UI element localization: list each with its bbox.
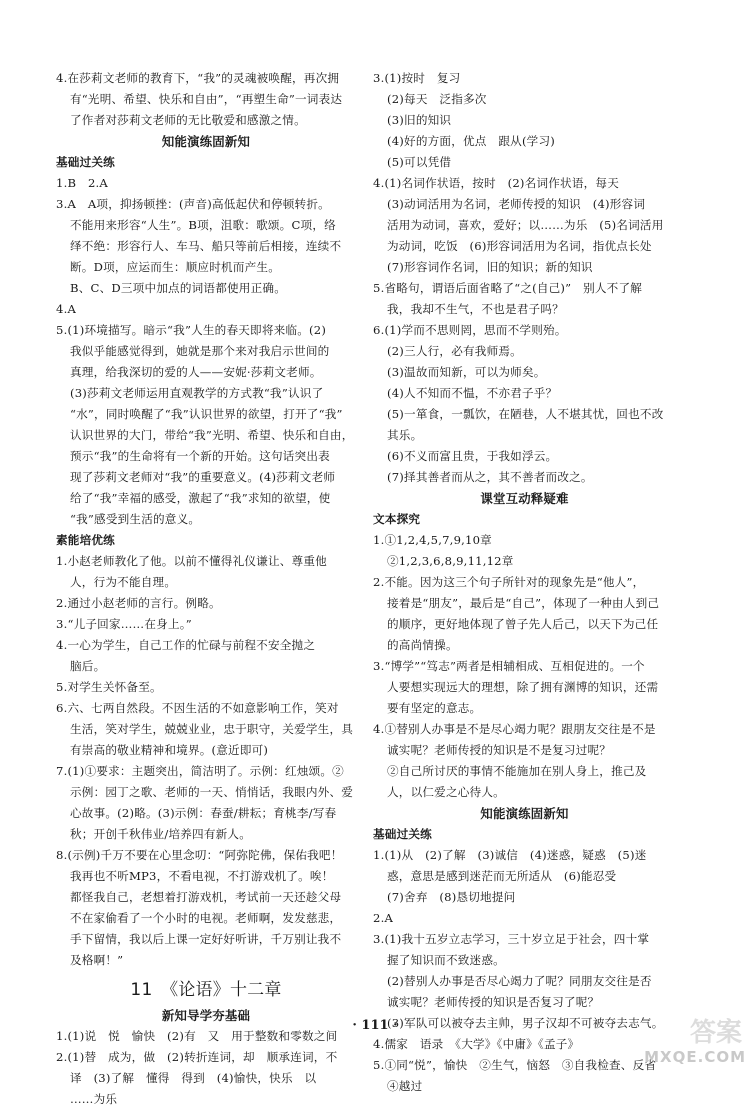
- answer-line: 1.小赵老师教化了他。以前不懂得礼仪谦让、尊重他: [56, 554, 327, 568]
- answer-line: 人，以仁爱之心待人。: [387, 785, 505, 799]
- answer-line: 的顺序，更好地体现了曾子先人后己，以天下为己任: [387, 617, 659, 631]
- answer-line: 认识世界的大门，带给“我”光明、希望、快乐和自由，: [70, 428, 354, 442]
- basic-practice-label-2: 基础过关练: [373, 827, 432, 841]
- answer-line: 脑后。: [70, 659, 106, 673]
- answer-line: 的高尚情操。: [387, 638, 458, 652]
- section-title-classroom: 课堂互动释疑难: [480, 491, 569, 506]
- answer-line: 有崇高的敬业精神和境界。(意近即可): [70, 743, 269, 757]
- answer-line: ②1,2,3,6,8,9,11,12章: [387, 554, 514, 568]
- answer-line: (3)动词活用为名词，老师传授的知识 (4)形容词: [387, 197, 646, 211]
- answer-line: 有“光明、希望、快乐和自由”，“再塑生命”一词表达: [70, 92, 343, 106]
- answer-line: 2.(1)替 成为，做 (2)转折连词，却 顺承连词，不: [56, 1050, 338, 1064]
- answer-line: 4.(1)名词作状语，按时 (2)名词作状语，每天: [373, 176, 620, 190]
- answer-line: 活用为动词，喜欢，爱好；以……为乐 (5)名词活用: [387, 218, 664, 232]
- answer-line: 6.六、七两自然段。不因生活的不如意影响工作，笑对: [56, 701, 339, 715]
- answer-line: 4.①替别人办事是不是尽心竭力呢？跟朋友交往是不是: [373, 722, 656, 736]
- chapter-title: 11 《论语》十二章: [130, 980, 282, 1000]
- watermark-logo-text: 答案: [689, 1018, 742, 1048]
- answer-line: 1.(1)说 悦 愉快 (2)有 又 用于整数和零数之间: [56, 1029, 338, 1043]
- answer-line: 4.A: [56, 302, 77, 316]
- answer-line: 我似乎能感觉得到，她就是那个来对我启示世间的: [70, 344, 330, 358]
- answer-line: 人要想实现远大的理想，除了拥有渊博的知识，还需: [387, 680, 659, 694]
- answer-line: 3.“儿子回家……在身上。”: [56, 617, 192, 631]
- section-title-practice: 知能演练固新知: [161, 134, 251, 149]
- answer-line: 译 (3)了解 懂得 得到 (4)愉快，快乐 以: [70, 1071, 317, 1085]
- answer-line: 心故事。(2)略。(3)示例：春蚕/耕耘；育桃李/写春: [70, 806, 337, 820]
- answer-line: 诚实呢？老师传授的知识是不是复习过呢？: [387, 743, 612, 757]
- answer-line: (5)可以凭借: [387, 155, 452, 169]
- answer-line: 诚实呢？老师传授的知识是否复习了呢？: [387, 995, 600, 1009]
- answer-line: 了作者对莎莉文老师的无比敬爱和感激之情。: [70, 113, 306, 127]
- answer-line: 7.(1)①要求：主题突出，简洁明了。示例：红烛颂。②: [56, 764, 344, 778]
- answer-line: 绎不绝：形容行人、车马、船只等前后相接，连续不: [70, 239, 342, 253]
- answer-line: (4)好的方面，优点 跟从(学习): [387, 134, 555, 148]
- section-title-new-knowledge: 新知导学夯基础: [161, 1008, 251, 1023]
- answer-line: 真理，给我深切的爱的人——安妮·莎莉文老师。: [70, 365, 322, 379]
- answer-line: ④越过: [387, 1079, 423, 1093]
- answer-line: 3.A A项，抑扬顿挫：(声音)高低起伏和停顿转折。: [56, 197, 330, 211]
- answer-line: (3)莎莉文老师运用直观教学的方式教“我”认识了: [70, 386, 324, 400]
- answer-line: (3)旧的知识: [387, 113, 452, 127]
- answer-line: 现了莎莉文老师对“我”的重要意义。(4)莎莉文老师: [70, 470, 336, 484]
- watermark-site-text: MXQE.COM: [644, 1048, 746, 1066]
- answer-line: ……为乐: [70, 1092, 118, 1106]
- answer-line: 1.B 2.A: [56, 176, 109, 190]
- answer-line: 5.①同“悦”，愉快 ②生气，恼怒 ③自我检查、反省: [373, 1058, 657, 1072]
- answer-line: 生活，笑对学生，兢兢业业，忠于职守，关爱学生，具: [70, 722, 354, 736]
- answer-line: 给了“我”幸福的感受，激起了“我”求知的欲望，使: [70, 491, 331, 505]
- answer-line: 其乐。: [387, 428, 423, 442]
- new-knowledge-answers: [56, 1026, 356, 1110]
- answer-line: 4.一心为学生，自己工作的忙碌与前程不安全抛之: [56, 638, 316, 652]
- new-knowledge-answers-continued: [373, 68, 676, 488]
- answer-line: 握了知识而不致迷惑。: [387, 953, 505, 967]
- answer-line: 5.对学生关怀备至。: [56, 680, 162, 694]
- answer-line: (6)不义而富且贵，于我如浮云。: [387, 449, 558, 463]
- answer-line: 都怪我自己，老想着打游戏机，考试前一天还趁父母: [70, 890, 342, 904]
- answer-line: 5.(1)环境描写。暗示“我”人生的春天即将来临。(2): [56, 323, 327, 337]
- answer-line: B、C、D三项中加点的词语都使用正确。: [70, 281, 286, 295]
- answer-line: 为动词，吃饭 (6)形容词活用为名词，指优点长处: [387, 239, 652, 253]
- answer-line: “我”感受到生活的意义。: [70, 512, 201, 526]
- answer-line: 手下留情，我以后上课一定好好听讲，千万别让我不: [70, 932, 342, 946]
- answer-line: (5)一箪食，一瓢饮，在陋巷，人不堪其忧，回也不改: [387, 407, 664, 421]
- answer-line: (3)温故而知新，可以为师矣。: [387, 365, 546, 379]
- left-column: [56, 68, 356, 1110]
- answer-line: 1.(1)从 (2)了解 (3)诚信 (4)迷惑，疑惑 (5)迷: [373, 848, 647, 862]
- answer-line: 惑，意思是感到迷茫而无所适从 (6)能忍受: [387, 869, 617, 883]
- answer-line: 我，我却不生气，不也是君子吗？: [387, 302, 564, 316]
- answer-line: 2.不能。因为这三个句子所针对的现象先是“他人”，: [373, 575, 645, 589]
- basic-practice-label: 基础过关练: [56, 155, 115, 169]
- quality-practice-label: 素能培优练: [56, 533, 115, 547]
- answer-line: 示例：园丁之歌、老师的一天、悄悄话，我眼内外、爱: [70, 785, 354, 799]
- answer-line: (4)人不知而不愠，不亦君子乎？: [387, 386, 558, 400]
- answer-line: 预示“我”的生命将有一个新的开始。这句话突出表: [70, 449, 330, 463]
- right-column: [373, 68, 676, 1097]
- watermark-logo: [600, 1010, 750, 1070]
- answer-line: (2)三人行，必有我师焉。: [387, 344, 522, 358]
- answer-line: 3.(1)按时 复习: [373, 71, 461, 85]
- answer-line: 断。D项，应运而生：顺应时机而产生。: [70, 260, 280, 274]
- answer-line: 3.“博学”“笃志”两者是相辅相成、互相促进的。一个: [373, 659, 645, 673]
- intro-answer: [56, 68, 356, 131]
- answer-line: 2.A: [373, 911, 394, 925]
- answer-line: “水”，同时唤醒了“我”认识世界的欲望，打开了“我”: [70, 407, 343, 421]
- answer-line: 4.在莎莉文老师的教育下，“我”的灵魂被唤醒，再次拥: [56, 71, 340, 85]
- answer-line: 1.①1,2,4,5,7,9,10章: [373, 533, 492, 547]
- quality-practice-answers: [56, 551, 356, 971]
- answer-line: 不能用来形容“人生”。B项，沮歌：歌颂。C项，络: [70, 218, 336, 232]
- answer-line: (7)舍弃 (8)恳切地提问: [387, 890, 516, 904]
- answer-line: 我再也不听MP3，不看电视，不打游戏机了。唉！: [70, 869, 334, 883]
- answer-line: 秋；开创千秋伟业/培养四有新人。: [70, 827, 252, 841]
- section-title-practice-2: 知能演练固新知: [480, 806, 569, 821]
- answer-line: 要有坚定的意志。: [387, 701, 482, 715]
- answer-line: 不在家偷看了一个小时的电视。老师啊，发发慈悲，: [70, 911, 342, 925]
- answer-line: 4.儒家 语录 《大学》《中庸》《孟子》: [373, 1037, 580, 1051]
- answer-line: 2.通过小赵老师的言行。例略。: [56, 596, 221, 610]
- answer-line: (7)择其善者而从之，其不善者而改之。: [387, 470, 593, 484]
- answer-line: 及格啊！”: [70, 953, 124, 967]
- page-number: · 111 ·: [352, 1018, 398, 1033]
- answer-line: 5.省略句，谓语后面省略了“之(自己)” 别人不了解: [373, 281, 643, 295]
- answer-line: 3.(1)我十五岁立志学习，三十岁立足于社会，四十掌: [373, 932, 650, 946]
- answer-line: 接着是“朋友”，最后是“自己”，体现了一种由人到己: [387, 596, 660, 610]
- text-explore-label: 文本探究: [373, 512, 421, 526]
- answer-line: (2)每天 泛指多次: [387, 92, 487, 106]
- answer-line: 6.(1)学而不思则罔，思而不学则殆。: [373, 323, 567, 337]
- answer-line: 人，行为不能自理。: [70, 575, 177, 589]
- text-explore-answers: [373, 530, 676, 803]
- answer-line: ②自己所讨厌的事情不能施加在别人身上，推己及: [387, 764, 647, 778]
- basic-practice-answers: [56, 173, 356, 530]
- answer-line: (3)军队可以被夺去主帅，男子汉却不可被夺去志气。: [387, 1016, 664, 1030]
- answer-line: (7)形容词作名词，旧的知识；新的知识: [387, 260, 593, 274]
- answer-line: 8.(示例)千万不要在心里念叨：“阿弥陀佛，保佑我吧！: [56, 848, 343, 862]
- answer-line: (2)替别人办事是否尽心竭力了呢？同朋友交往是否: [387, 974, 652, 988]
